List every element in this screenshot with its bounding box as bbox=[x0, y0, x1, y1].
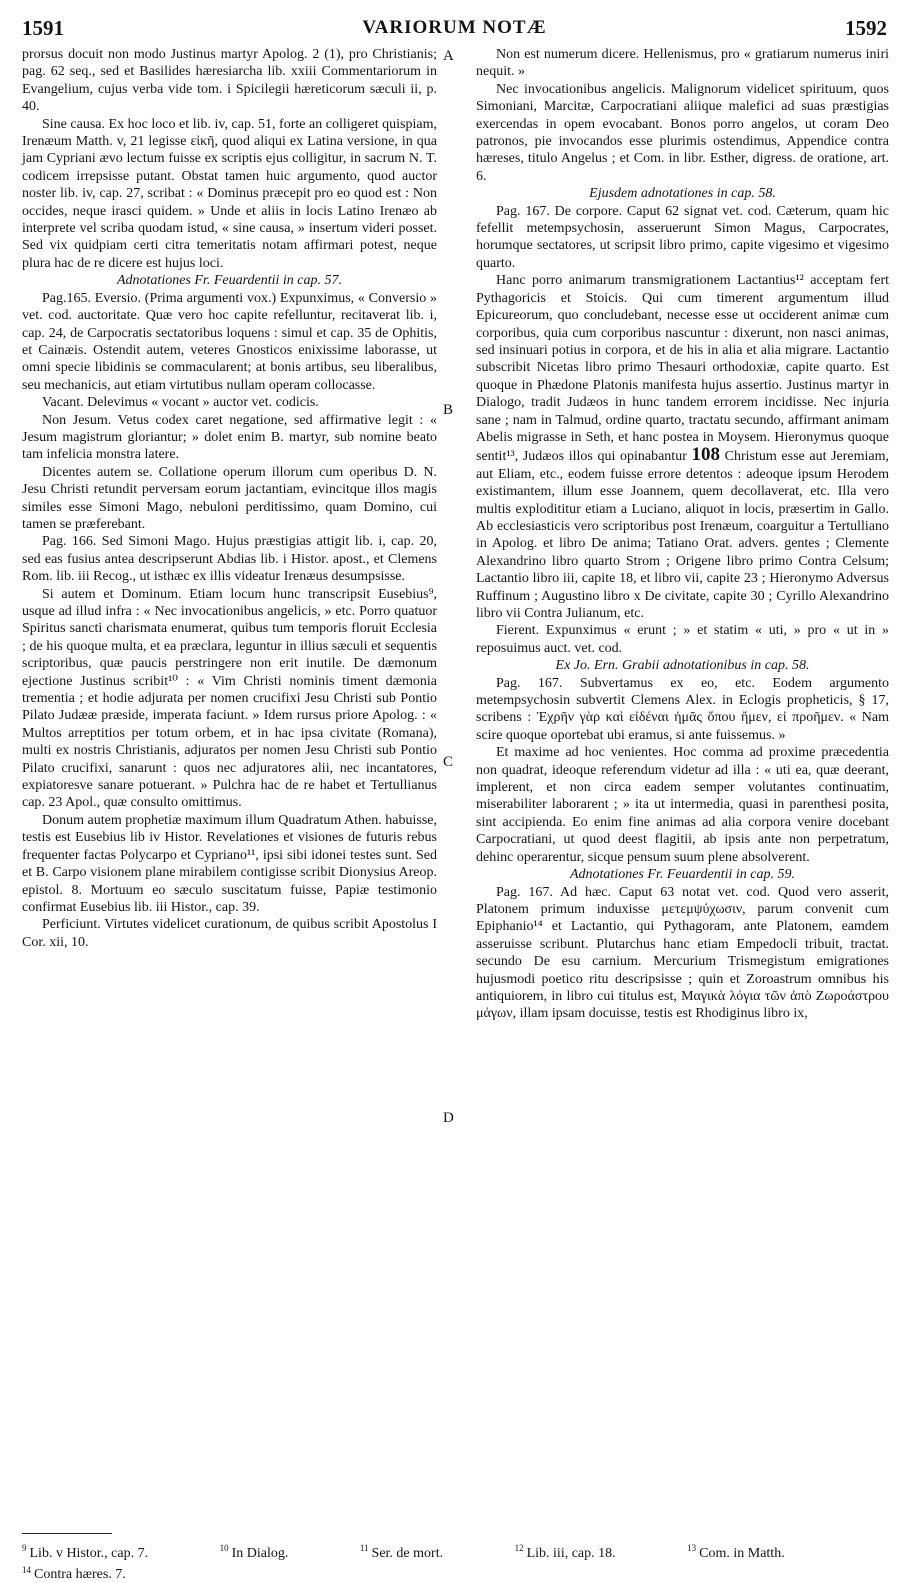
running-title: VARIORUM NOTÆ bbox=[362, 17, 547, 38]
section-heading: Ejusdem adnotationes in cap. 58. bbox=[589, 186, 776, 202]
footnotes bbox=[22, 1540, 892, 1583]
margin-letter-a: A bbox=[443, 48, 454, 64]
paragraph: Sine causa. Ex hoc loco et lib. iv, cap. 51, forte an colligeret quispiam, Irenæum Matth. v, 21 legisse εἰκῆ, quod aliqui ex Latina versione, in qua jam Cypriani ævo lectum fuisse ex scriptis ejus colligitur, in sacrum N. T. codicem irrepsisse putant. Obstat tamen huic argumento, quod auctor noster lib. iv, cap. 27, scribat : « Dominus præcepit pro eo quod est : Non occides, neque irasci quidem. » Unde et aliis in locis Latino Irenæo ab interprete vel scriba quodam istud, « sine causa, » insertum videri posset. Sed vix quidpiam certi citra temeritatis notam affirmari potest, neque plura hac de re dicere est hujus loci. bbox=[22, 116, 437, 271]
paragraph: Non est numerum dicere. Hellenismus, pro « gratiarum numerus iniri nequit. » bbox=[476, 47, 889, 80]
paragraph-text: Christum esse aut Jeremiam, aut Eliam, etc., eodem fuisse errore detentos : adeoque ipsum Herodem existimantem, illum esse Joannem, quem decollaverat, etc. Illa vero multis explodititur etiam a Luciano, aliquot in locis, præsertim in Gallo. Ab ecclesiasticis vero scriptoribus post Irenæum, coarguitur a Tertulliano in Apolog. et libro De anima; Tatiano Orat. advers. gentes ; Clemente Alexandrino libro quarto Strom ; Origene libro primo Contra Celsum; Lactantio libro iii, capite 18, et libro vii, capite 23 ; Hieronymo Adversus Ruffinum ; Augustino libro x De civitate, capite 30 ; Cyrillo Alexandrino libro vii Contra Julianum, etc. bbox=[476, 449, 890, 621]
running-header bbox=[22, 16, 887, 42]
paragraph: Non Jesum. Vetus codex caret negatione, sed affirmative legit : « Jesum magistrum gloriantur; » dolet enim B. martyr, sub nomine beato tam infelicia monstra latere. bbox=[22, 412, 437, 463]
paragraph: Pag. 167. Ad hæc. Caput 63 notat vet. cod. Quod vero asserit, Platonem primum induxisse μετεμψύχωσιν, parum convenit cum Epiphanio¹⁴ et Lactantio, qui Pythagoram, ante Platonem, eamdem asseruisse scribunt. Plutarchus hanc etiam Empedocli tribuit, tractat. secundo De esu carnium. Mercurium Trismegistum emigrationes hujusmodi poetico ritu descripsisse ; quin et Zoroastrum omnibus his antiquiorem, in libro cui titulus est, Μαγικὰ λόγια τῶν ἀπὸ Ζωροάστρου μάγων, illam ipsam docuisse, testis est Rhodiginus libro ix, bbox=[476, 884, 889, 1022]
paragraph bbox=[476, 272, 889, 622]
right-column bbox=[476, 46, 889, 1023]
footnote: $^{11}$ Ser. de mort. bbox=[359, 1543, 444, 1561]
left-page-number: 1591 bbox=[22, 16, 64, 40]
paragraph: Perficiunt. Virtutes videlicet curationum, de quibus scribit Apostolus I Cor. xii, 10. bbox=[22, 917, 437, 950]
margin-letter-c: C bbox=[443, 754, 454, 770]
paragraph: Si autem et Dominum. Etiam locum hunc transcripsit Eusebius⁹, usque ad illud infra : « Nec invocationibus angelicis, » etc. Porro quatuor Spiritus sancti charismata enumerat, quibus tum temporis floruit Ecclesia ; de his quoque multa, et ea præclara, leguntur in illius sæculi et sequentis scriptoribus, quæ paucis perstringere non erit inutile. De dæmonum ejectione Justinus scribit¹⁰ : « Vim Christi nominis timent dæmonia trementia ; et hodie adjurata per nomen crucifixi Jesu Christi sub Pontio Pilato Judææ præside, imperata faciunt. » Idem rursus priore Apolog. : « Multos arreptitios per totum orbem, et in hac ipsa civitate (Romana), multi ex nostris Christianis, adjuratos per nomen Jesu Christi sub Pontio Pilato crucifixi, sanarunt : quos nec adjuratores alii, nec incantatores, expiatoresve sanare potuerant. » Pulchra hac de re habet et Tertullianus cap. 23 Apol., quæ consulto omittimus. bbox=[22, 586, 437, 811]
paragraph: Et maxime ad hoc venientes. Hoc comma ad proxime præcedentia non quadrat, ideoque referendum videtur ad illa : « uti ea, quæ deerant, implerent, et non circa eadem semper volutantes continuatim, miserabiliter laborarent ; » ita ut intermedia, quasi in parenthesi posita, sint accipienda. Eo enim fine animas ad alia corpora venire docebant Carpocratiani, ut quod deest flagitii, ab ipsis ante non perpetratum, dehinc operarentur, sicque pensum suum plene absolverent. bbox=[476, 745, 889, 865]
section-heading: Ex Jo. Ern. Grabii adnotationibus in cap. 58. bbox=[555, 658, 810, 674]
paragraph: Vacant. Delevimus « vocant » auctor vet. codicis. bbox=[42, 395, 319, 411]
left-column bbox=[22, 46, 437, 951]
paragraph: Pag.165. Eversio. (Prima argumenti vox.) Expunximus, « Conversio » vet. cod. auctoritate. Quæ vero hoc capite refelluntur, recitaverat lib. i, cap. 24, de Carpocratis sectatoribus loquens : simul et cap. 35 de Ophitis, et Cainæis. Ostendit autem, veteres Gnosticos enixissime laborasse, ut omni specie libidinis se commacularent; at bonis artibus, seu liberalibus, seu mechanicis, aut etiam virtutibus nullam operam collocasse. bbox=[22, 290, 437, 393]
column-number: 108 bbox=[691, 444, 721, 466]
footnote: $^{10}$ In Dialog. bbox=[219, 1543, 289, 1561]
section-heading: Adnotationes Fr. Feuardentii in cap. 57. bbox=[116, 273, 342, 289]
footnote-divider bbox=[22, 1533, 112, 1534]
paragraph: prorsus docuit non modo Justinus martyr Apolog. 2 (1), pro Christianis; pag. 62 seq., sed et Basilides hæresiarcha lib. xxiii Commentariorum in Evangelium, cujus verba vide tom. i Spicilegii hæreticorum sæculi ii, p. 40. bbox=[22, 47, 437, 115]
footnote: $^9$ Lib. v Histor., cap. 7. bbox=[22, 1543, 149, 1561]
right-page-number: 1592 bbox=[845, 16, 887, 40]
paragraph: Dicentes autem se. Collatione operum illorum cum operibus D. N. Jesu Christi retundit perversam eorum jactantiam, evincitque illos magis similes esse Simoni Mago, nebuloni perditissimo, quam Domino, cui tamen se præferebant. bbox=[22, 464, 437, 532]
paragraph: Pag. 167. Subvertamus ex eo, etc. Eodem argumento metempsychosin subvertit Clemens Alex. in Eclogis propheticis, § 17, scribens : Ἐχρῆν γὰρ καὶ εἰδέναι ἡμᾶς ὅπου ἤμεν, εἰ προῆμεν. « Nam scire quoque oportebat ubi eramus, si ante fuissemus. » bbox=[476, 675, 889, 743]
section-heading: Adnotationes Fr. Feuardentii in cap. 59. bbox=[569, 867, 795, 883]
paragraph: Nec invocationibus angelicis. Malignorum videlicet spirituum, quos Simoniani, Marcitæ, Carpocratiani aliique malefici ad suas præstigias exercendas in opem evocabant. Bonos porro angelos, ut coram Deo patronos, pie invocandos esse plurimis ostendimus, Appendice contra hæreses, titulo Angelus ; et Com. in libr. Esther, digress. de oratione, art. 6. bbox=[476, 81, 889, 184]
paragraph-text: Hanc porro animarum transmigrationem Lactantius¹² acceptam fert Pythagoricis et Stoicis. Qui cum timerent argumentum illud Epicureorum, quo concludebant, necesse esse ut occiderent animæ cum corporibus, quia cum corporibus nascuntur : dixerunt, non nasci animas, sed insinuari potius in corpora, et de his in alia et alia migrare. Lactantio subscribit Nicetas libro primo Thesauri orthodoxiæ, capite quarto. Est quoque in Phædone Platonis manifesta hujus assertio. Justinus martyr in Dialogo, tradit Judæos in hunc tandem errorem incidisse. Nec injuria sane ; nam in Talmud, ordine quarto, tractatu secundo, affirmant animam Abelis migrasse in Seth, et hanc postea in Moysem. Hieronymus quoque sentit¹³, Judæos illos qui opinabantur bbox=[476, 273, 889, 465]
paragraph: Pag. 166. Sed Simoni Mago. Hujus præstigias attigit lib. i, cap. 20, sed eas fusius antea descripserunt Abdias lib. i Histor. apost., et Clemens Rom. lib. iii Recog., ut isthæc ex illis videatur Irenæus desumpsisse. bbox=[22, 534, 437, 585]
footnote: $^{14}$ Contra hæres. 7. bbox=[22, 1564, 126, 1583]
paragraph: Fierent. Expunximus « erunt ; » et statim « uti, » pro « ut in » reposuimus auct. vet. cod. bbox=[476, 623, 889, 656]
margin-letter-b: B bbox=[443, 402, 454, 418]
margin-letter-d: D bbox=[443, 1110, 454, 1126]
footnote: $^{13}$ Com. in Matth. bbox=[687, 1543, 785, 1561]
footnote: $^{12}$ Lib. iii, cap. 18. bbox=[514, 1543, 616, 1561]
paragraph: Donum autem prophetiæ maximum illum Quadratum Athen. habuisse, testis est Eusebius lib iv Histor. Revelationes et visiones de futuris rebus frequenter factas Polycarpo et Cypriano¹¹, ipsi sibi idonei testes sunt. Sed et B. Carpo visionem plane mirabilem contigisse scribit Dionysius Areop. epistol. 8. Mortuum eo sæculo suscitatum fuisse, Papiæ testimonio confirmat Eusebius lib. iii Histor., cap. 39. bbox=[22, 812, 437, 915]
paragraph: Pag. 167. De corpore. Caput 62 signat vet. cod. Cæterum, quam hic fefellit metempsychosin, asseruerunt Simon Magus, Carpocrates, horumque sectatores, ut scripsit libro primo, capite vigesimo et vigesimo quarto. bbox=[476, 203, 889, 271]
